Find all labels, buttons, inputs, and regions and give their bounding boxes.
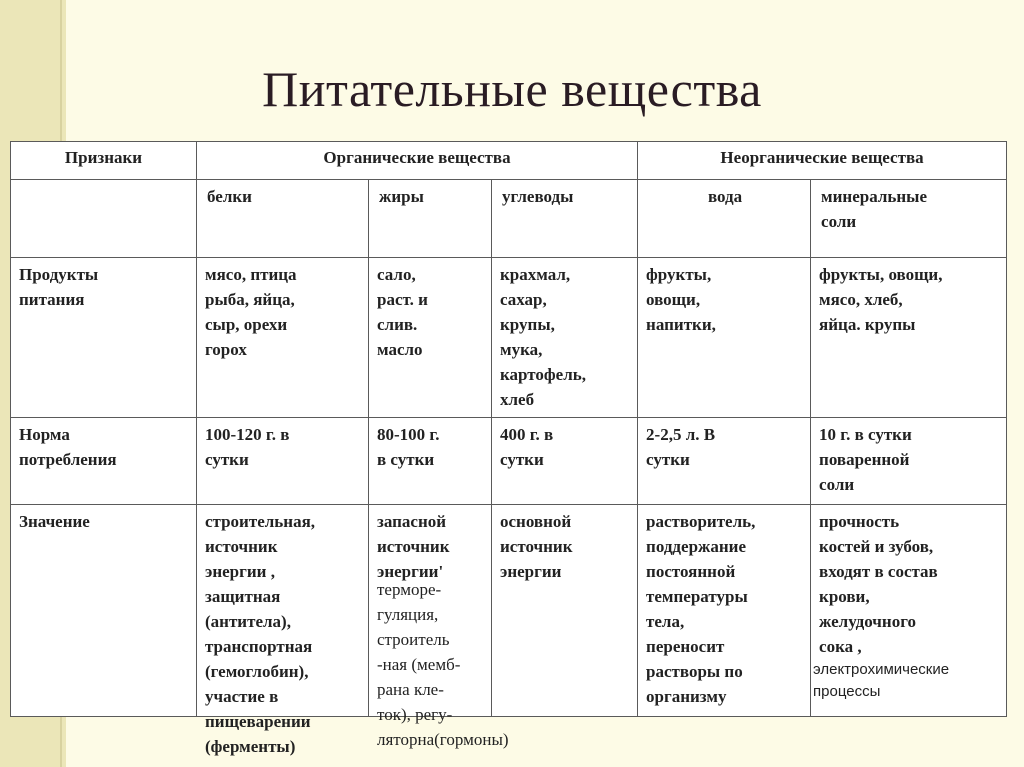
products-carbs: крахмал, сахар, крупы, мука, картофель, хлеб xyxy=(492,258,638,418)
header-inorganic: Неорганические вещества xyxy=(638,142,1007,180)
norm-proteins: 100-120 г. в сутки xyxy=(197,418,369,505)
meaning-fats-bottom: терморе- гуляция, строитель -ная (мемб- рана кле- ток), регу- ляторна(гормоны) xyxy=(377,580,509,749)
table-row-meaning xyxy=(11,505,1007,717)
meaning-fats-cell xyxy=(369,505,509,749)
products-water: фрукты, овощи, напитки, xyxy=(638,258,811,418)
meaning-minerals: прочность костей и зубов, входят в состав крови, желудочного сока , xyxy=(819,512,938,656)
slide-title: Питательные вещества xyxy=(262,61,762,117)
meaning-minerals-cell xyxy=(811,505,1007,717)
meaning-carbs: основной источник энергии xyxy=(492,505,638,717)
norm-minerals: 10 г. в сутки поваренной соли xyxy=(811,418,1007,505)
meaning-proteins: строительная, источник энергии , защитная (антитела), транспортная (гемоглобин), участие в пищеварении (ферменты) xyxy=(205,512,316,756)
meaning-minerals-extra: электрохимические процессы xyxy=(813,661,950,700)
row-label-meaning: Значение xyxy=(11,505,197,717)
subheader-empty xyxy=(11,180,197,258)
norm-carbs: 400 г. в сутки xyxy=(492,418,638,505)
subheader-minerals: минеральные соли xyxy=(811,180,1007,258)
subheader-carbs: углеводы xyxy=(492,180,638,258)
table-subheader-row xyxy=(11,180,1007,258)
products-fats: сало, раст. и слив. масло xyxy=(369,258,492,418)
subheader-water: вода xyxy=(638,180,811,258)
norm-water: 2-2,5 л. В сутки xyxy=(638,418,811,505)
meaning-fats-top: запасной источник энергии' xyxy=(377,512,450,581)
nutrients-table xyxy=(10,141,1007,756)
table-row-norm xyxy=(11,418,1007,505)
subheader-fats: жиры xyxy=(369,180,492,258)
products-proteins: мясо, птица рыба, яйца, сыр, орехи горох xyxy=(197,258,369,418)
header-criteria: Признаки xyxy=(11,142,197,180)
row-label-norm: Норма потребления xyxy=(11,418,197,505)
nutrients-table-container xyxy=(10,141,1006,756)
table-header-row xyxy=(11,142,1007,180)
norm-fats: 80-100 г. в сутки xyxy=(369,418,492,505)
subheader-proteins: белки xyxy=(197,180,369,258)
products-minerals: фрукты, овощи, мясо, хлеб, яйца. крупы xyxy=(811,258,1007,418)
table-row-products xyxy=(11,258,1007,418)
header-organic: Органические вещества xyxy=(197,142,638,180)
meaning-proteins-cell xyxy=(197,505,369,756)
row-label-products: Продукты питания xyxy=(11,258,197,418)
meaning-water: растворитель, поддержание постоянной температуры тела, переносит растворы по организму xyxy=(638,505,811,717)
